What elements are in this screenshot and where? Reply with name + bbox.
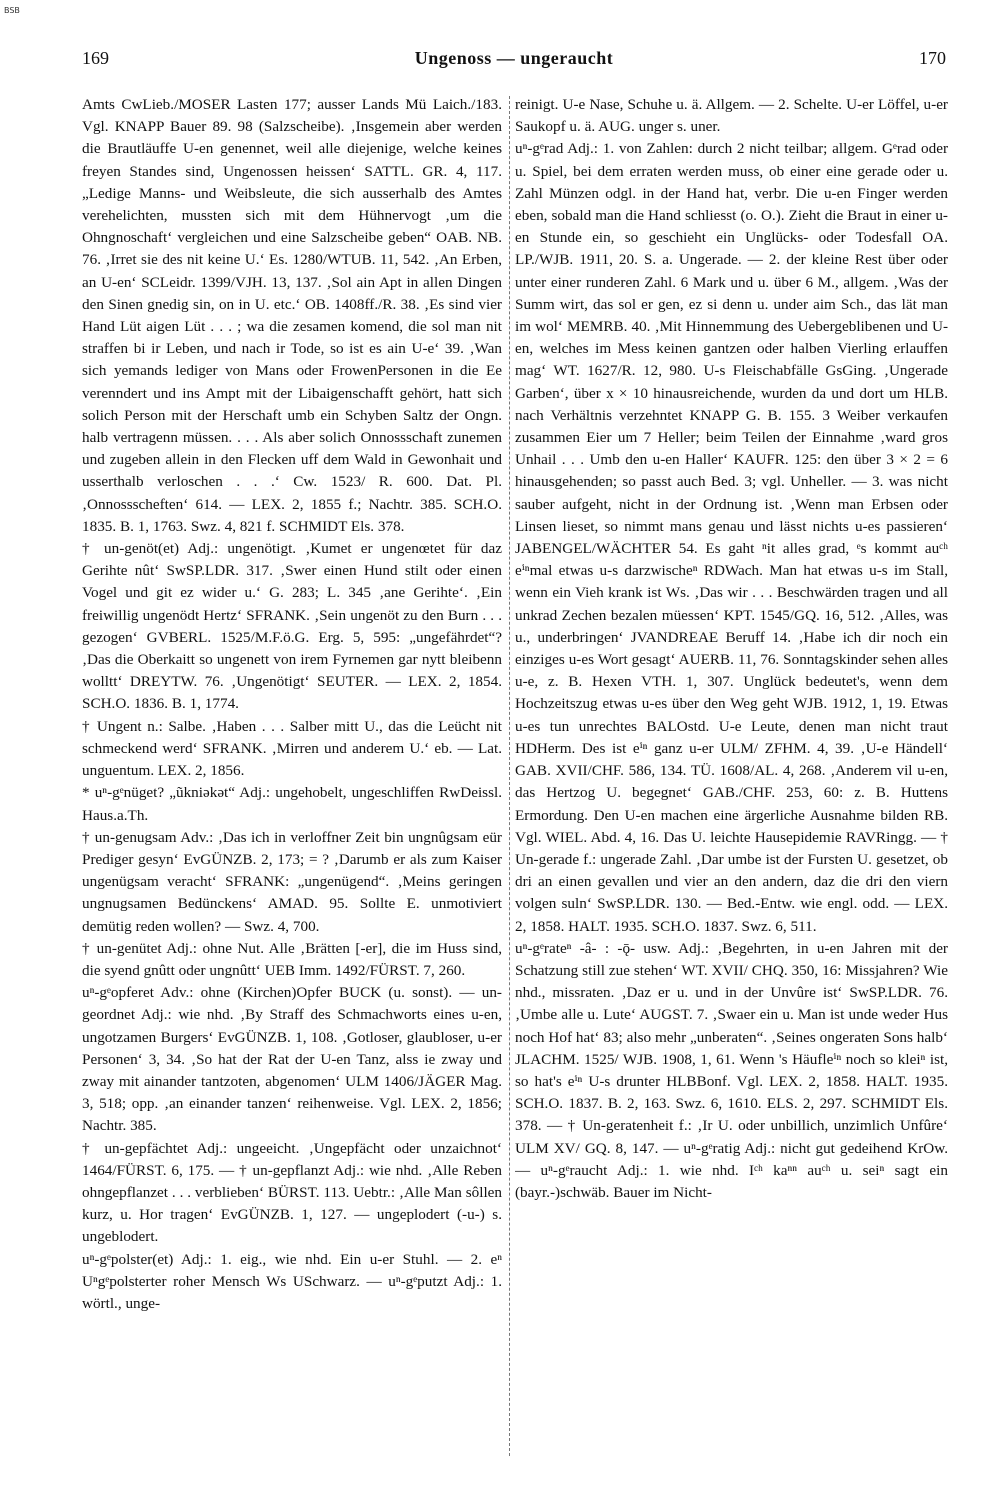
left-column [82,94,502,1464]
entry-ungepfaechtet: † un-gepfächtet Adj.: ungeeicht. ‚Ungepfächt oder unzaichnot‘ 1464/FÜRST. 6, 175. — † un-gepflanzt Adj.: wie nhd. ‚Alle Reben ohngepflanzet . . . verblieben‘ BÜRST. 113. Uebtr.: ‚Alle Man sôllen kurz, u. Hor tragen‘ EvGÜNZB. 1, 127. — ungeplodert (-u-) s. ungeblodert. [82,1139,502,1246]
entry-ungeputzt-continued: reinigt. U-e Nase, Schuhe u. ä. Allgem. — 2. Schelte. U-er Löffel, u-er Saukopf u. ä. AUG. unger s. uner. [515,96,948,136]
page-number-right: 170 [919,48,946,68]
running-title: Ungenoss — ungeraucht [414,48,614,68]
entry-ungeopferet: uⁿ-gᵉopferet Adv.: ohne (Kirchen)Opfer BUCK (u. sonst). — un-geordnet Adj.: wie nhd. ‚By Straff des Schmachworts eines u-en, ungotzamen Burgers‘ EvGÜNZB. 1, 108. ‚Gotloser, glaubloser, u-er Personen‘ 3, 34. ‚So hat der Rat der U-en Tanz, alss ie zway und zway mit ainander tantzoten, abgenomen‘ ULM 1406/JÄGER Mag. 3, 518; opp. ‚an einander tanzen‘ reihenweise. Vgl. LEX. 2, 1856; Nachtr. 385. [82,984,502,1135]
entry-ungenoss-continued: Amts CwLieb./MOSER Lasten 177; ausser Lands Mü Laich./183. Vgl. KNAPP Bauer 89. 98 (Salzscheibe). ‚Insgemein aber werden die Brautläuffe U-en genennet, weil alle diejenige, welche keines freyen Standes sind, Ungenossen heissen‘ SATTL. GR. 4, 117. „Ledige Manns- und Weibsleute, die sich ausserhalb des Amtes verehelichten, mussten sich mit dem Hühnervogt ‚um die Ohngnoschaft‘ vergleichen und eine Salzscheibe geben“ OAB. NB. 76. ‚Irret sie des nit keine U.‘ Es. 1280/WTUB. 11, 542. ‚An Erben, an U-en‘ SCLeidr. 1399/VJH. 13, 137. ‚Sol ain Apt in allen Dingen den Sinen gnedig sin, on in U. etc.‘ OB. 1408ff./R. 38. ‚Es sind vier Hand Lüt aigen Lüt . . . ; wa die zesamen komend, die sol man nit straffen bi ir Leben, und nach ir Tode, so ist es ain U-e‘ 39. ‚Wan sich yemands lediger von Mans oder FrowenPersonen in die Ee verenndert und ins Ampt mit der Libaigenschafft gehört, hatt sich solich Person mit der Herschaft umb ein Schyben Saltz der Ongn. halb vertragenn müssen. . . . Als aber solich Onnossschaft zunemen und zugeben allein in den Flecken uff dem Wald in Gewonhait und usserthalb verloschen . . .‘ Cw. 1523/ R. 600. Dat. Pl. ‚Onnossscheften‘ 614. — LEX. 2, 1855 f.; Nachtr. 385. SCH.O. 1835. B. 1, 1763. Swz. 4, 821 f. SCHMIDT Els. 378. [82,96,502,535]
page-header [82,48,946,74]
entry-ungenuetet: † un-genütet Adj.: ohne Nut. Alle ‚Brätten [-er], die im Huss sind, die syend gnûtt oder ungnûtt‘ UEB Imm. 1492/FÜRST. 7, 260. [82,939,502,979]
library-stamp: BSB [4,6,20,15]
entry-ungent: † Ungent n.: Salbe. ‚Haben . . . Salber mitt U., das die Leücht nit schmeckend werd‘ SFRANK. ‚Mirren und anderem U.‘ eb. — Lat. unguentum. LEX. 2, 1856. [82,717,502,780]
entry-ungerad: uⁿ-gᵉrad Adj.: 1. von Zahlen: durch 2 nicht teilbar; allgem. Gᵉrad oder u. Spiel, bei dem erraten werden muss, ob einer eine gerade oder u. Zahl Münzen odgl. in der Hand hat, verbr. Die u-en Finger werden eben, sobald man die Hand schliesst (o. O.). Zieht die Braut in einer u-en Stunde ein, so geschieht ein Unglücks- oder Todesfall OA. LP./WJB. 1911, 20. S. a. Ungerade. — 2. der kleine Rest über oder unter einer runderen Zahl. 6 Mark und u. über 6 M., allgem. ‚Was der Summ wirt, das sol er gen, ez si denn u. under aim Sch., das lät man im wol‘ MEMRB. 40. ‚Mit Hinnemmung des Uebergeblibenen und U-en, welches im Mess keinen gantzen oder halben Vierling erlauffen mag‘ WT. 1627/R. 12, 980. U-s Fleischabfälle GsGing. ‚Ungerade Garben‘, über x × 10 hinausreichende, wurden da und dort um HLB. nach Verhältnis verzehntet KNAPP G. B. 155. 3 Weiber verkaufen zusammen Eier um 7 Heller; beim Teilen der Einnahme ‚ward gros Unhail . . . Umb den u-en Haller‘ KAUFR. 125: den über 3 × 2 = 6 hinausgehenden; so passt auch Bed. 3; vgl. Unheller. — 3. was nicht sauber aufgeht, nicht in der Ordnung ist. ‚Wenn man Erbsen oder Linsen lieset, so nimmt mans genau und lässt nichts u-es passieren‘ JABENGEL/WÄCHTER 54. Es gaht ⁿit alles grad, ᵉs kommt auᶜʰ eⁱⁿmal etwas u-s darzwischeⁿ RDWach. Man hat etwas u-s im Stall, wenn ein Vieh krank ist Ws. ‚Das wir . . . Beschwärden tragen und all unkrad Zechen bezalen müessen‘ KPT. 1545/GQ. 16, 512. ‚Alles, was u., underbringen‘ JVANDREAE Beruff 14. ‚Habe ich dir noch ein einziges u-es Wort gesagt‘ AUERB. 11, 76. Sonntagskinder sehen alles u-e, z. B. Hexen VTH. 1, 307. Unglück bedeutet's, wenn dem Hochzeitszug etwas u-es über den Weg geht WJB. 1912, 1, 19. Etwas u-es tun unrechtes BALOstd. U-e Leute, denen man nicht traut HDHerm. Des ist eⁱⁿ ganz u-er ULM/ ZFHM. 4, 39. ‚U-e Händell‘ GAB. XVII/CHF. 586, 134. TÜ. 1608/AL. 4, 268. ‚Anderem vil u-en, das Hertzog U. begegnet‘ GAB./CHF. 253, 60: z. B. Huttens Ermordung. Den U-en machen eine ärgerliche Ausnahme bilden RB. Vgl. WIEL. Abd. 4, 16. Das U. leichte Hausepidemie RAVRingg. — † Un-gerade f.: ungerade Zahl. ‚Dar umbe ist der Fursten U. gesetzet, ob dri an einen gevallen und vier an den andern, daz die dri den viern volgen suln‘ SwSP.LDR. 130. — Bed.-Entw. wie engl. odd. — LEX. 2, 1858. HALT. 1935. SCH.O. 1837. Swz. 6, 511. [515,140,948,935]
right-column [515,94,948,1464]
entry-ungeraten: uⁿ-gᵉrateⁿ -â- : -ǭ- usw. Adj.: ‚Begehrten, in u-en Jahren mit der Schatzung still zue stehen‘ WT. XVII/ CHQ. 350, 16: Missjahren? Wie nhd., missraten. ‚Daz er u. und in der Unvûre ist‘ SwSP.LDR. 76. ‚Umbe alle u. Lute‘ AUGST. 7. ‚Swaer ein u. Man ist unde weder Hus noch Hof hat‘ 83; also mehr „unberaten“. ‚Seines ongeraten Sons halb‘ JLACHM. 1525/ WJB. 1908, 1, 61. Wenn 's Häufleⁱⁿ noch so kleiⁿ ist, so hat's eⁱⁿ U-s drunter HLBBonf. Vgl. LEX. 2, 1858. HALT. 1935. SCH.O. 1837. B. 2, 163. Swz. 6, 1610. ELS. 2, 297. SCHMIDT Els. 378. — † Un-geratenheit f.: ‚Ir U. oder unbillich, unzimlich Unfûre‘ ULM XV/ GQ. 8, 147. — uⁿ-gᵉratig Adj.: nicht gut gedeihend KrOw. — uⁿ-gᵉraucht Adj.: 1. wie nhd. Iᶜʰ kaⁿⁿ auᶜʰ u. seiⁿ sagt ein (bayr.-)schwäb. Bauer im Nicht- [515,939,948,1201]
entry-ungenugsam: † un-genugsam Adv.: ‚Das ich in verloffner Zeit bin ungnûgsam eür Prediger gesyn‘ EvGÜNZB. 2, 173; = ? ‚Darumb er als zum Kaiser ungenügsam veracht‘ SFRANK: „ungenügend“. ‚Meins geringen ungnugsamen Bedünckens‘ AMAD. 95. Sollte E. unmotiviert demütig reden wollen? — Swz. 4, 700. [82,828,502,935]
entry-ungepolstert: uⁿ-gᵉpolster(et) Adj.: 1. eig., wie nhd. Ein u-er Stuhl. — 2. eⁿ Uⁿgᵉpolsterter roher Mensch Ws USchwarz. — uⁿ-gᵉputzt Adj.: 1. wörtl., unge- [82,1250,502,1312]
column-divider [509,96,510,1456]
entry-ungenueget: * uⁿ-gᵉnüget? „ũkniǝkǝt“ Adj.: ungehobelt, ungeschliffen RwDeissl. Haus.a.Th. [82,784,502,824]
page-number-left: 169 [82,48,109,68]
entry-ungenoetet: † un-genöt(et) Adj.: ungenötigt. ‚Kumet er ungenœtet für daz Gerihte nût‘ SwSP.LDR. 317. ‚Swer einen Hund stilt oder einen Vogel und git ez wider u.‘ G. 283; L. 345 ‚ane Gerihte‘. ‚Ein freiwillig ungenödt Hertz‘ SFRANK. ‚Sein ungenöt zu den Burn . . . gezogen‘ GVBERL. 1525/M.F.ö.G. Erg. 5, 595: „ungefährdet“? ‚Das die Oberkaitt so ungenett von irem Fyrnemen gar nytt bleibenn wolltt‘ DREYTW. 76. ‚Ungenötigt‘ SEUTER. — LEX. 2, 1854. SCH.O. 1836. B. 1, 1774. [82,540,502,713]
